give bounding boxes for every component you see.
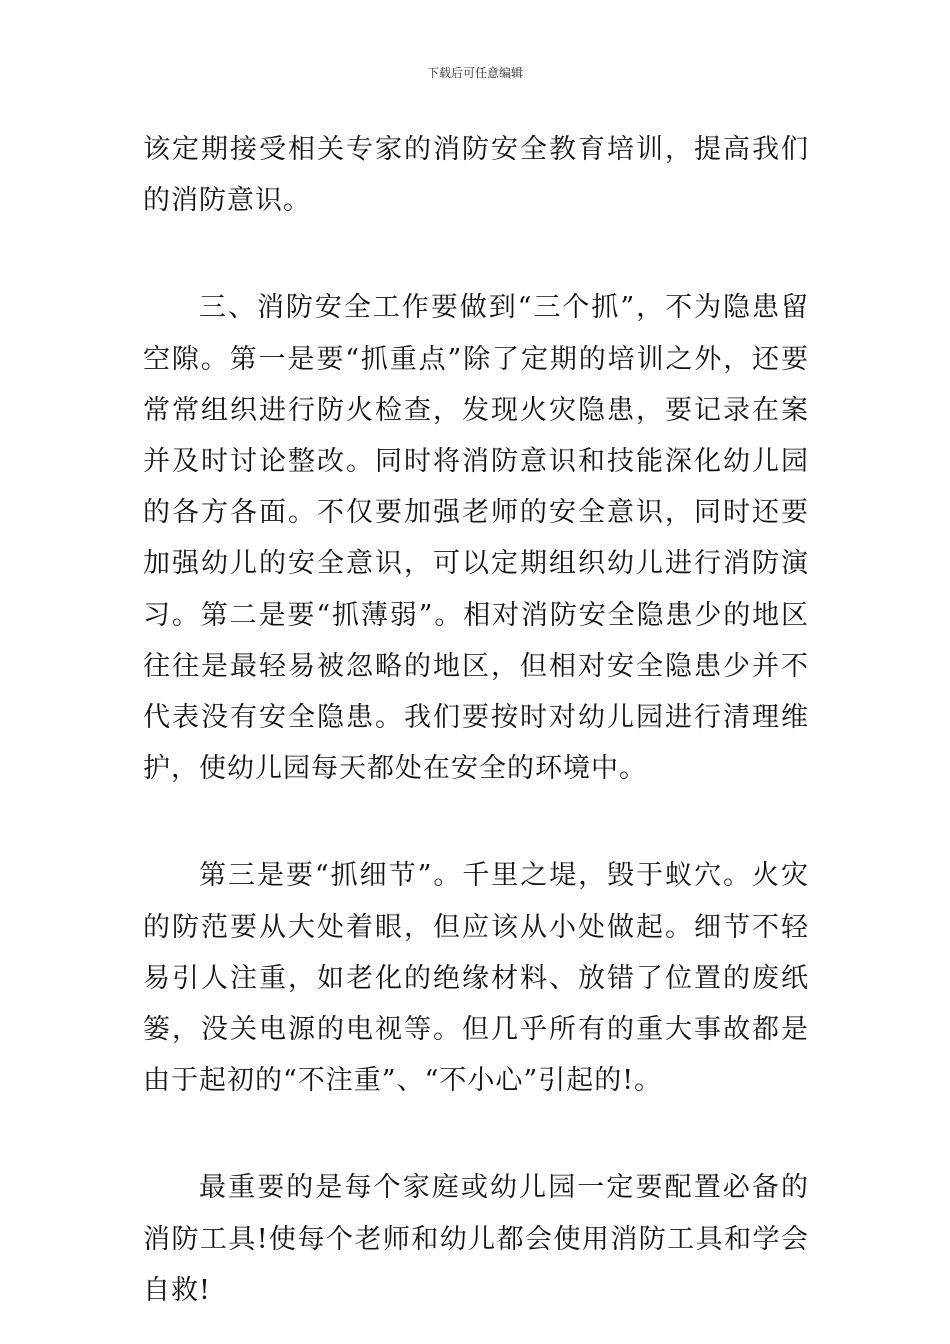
paragraph-gap xyxy=(143,226,809,282)
paragraph-details: 第三是要“抓细节”。千里之堤，毁于蚁穴。火灾的防范要从大处着眼，但应该从小处做起。细节不轻易引人注重，如老化的绝缘材料、放错了位置的废纸篓，没关电源的电视等。但几乎所有的重大事故都是由于起初的“不注重”、“不小心”引起的!。 xyxy=(143,860,809,1097)
document-body xyxy=(143,124,809,1316)
paragraph-fire-tools: 最重要的是每个家庭或幼儿园一定要配置必备的消防工具!使每个老师和幼儿都会使用消防工具和学会自救! xyxy=(143,1172,809,1306)
paragraph-three-grabs: 三、消防安全工作要做到“三个抓”，不为隐患留空隙。第一是要“抓重点”除了定期的培训之外，还要常常组织进行防火检查，发现火灾隐患，要记录在案并及时讨论整改。同时将消防意识和技能深化幼儿园的各方各面。不仅要加强老师的安全意识，同时还要加强幼儿的安全意识，可以定期组织幼儿进行消防演习。第二是要“抓薄弱”。相对消防安全隐患少的地区往往是最轻易被忽略的地区，但相对安全隐患少并不代表没有安全隐患。我们要按时对幼儿园进行清理维护，使幼儿园每天都处在安全的环境中。 xyxy=(143,292,809,785)
paragraph-gap xyxy=(143,1106,809,1162)
paragraph-gap xyxy=(143,794,809,850)
page-header-note: 下载后可任意编辑 xyxy=(426,66,523,80)
paragraph-continuation: 该定期接受相关专家的消防安全教育培训，提高我们的消防意识。 xyxy=(143,134,809,217)
